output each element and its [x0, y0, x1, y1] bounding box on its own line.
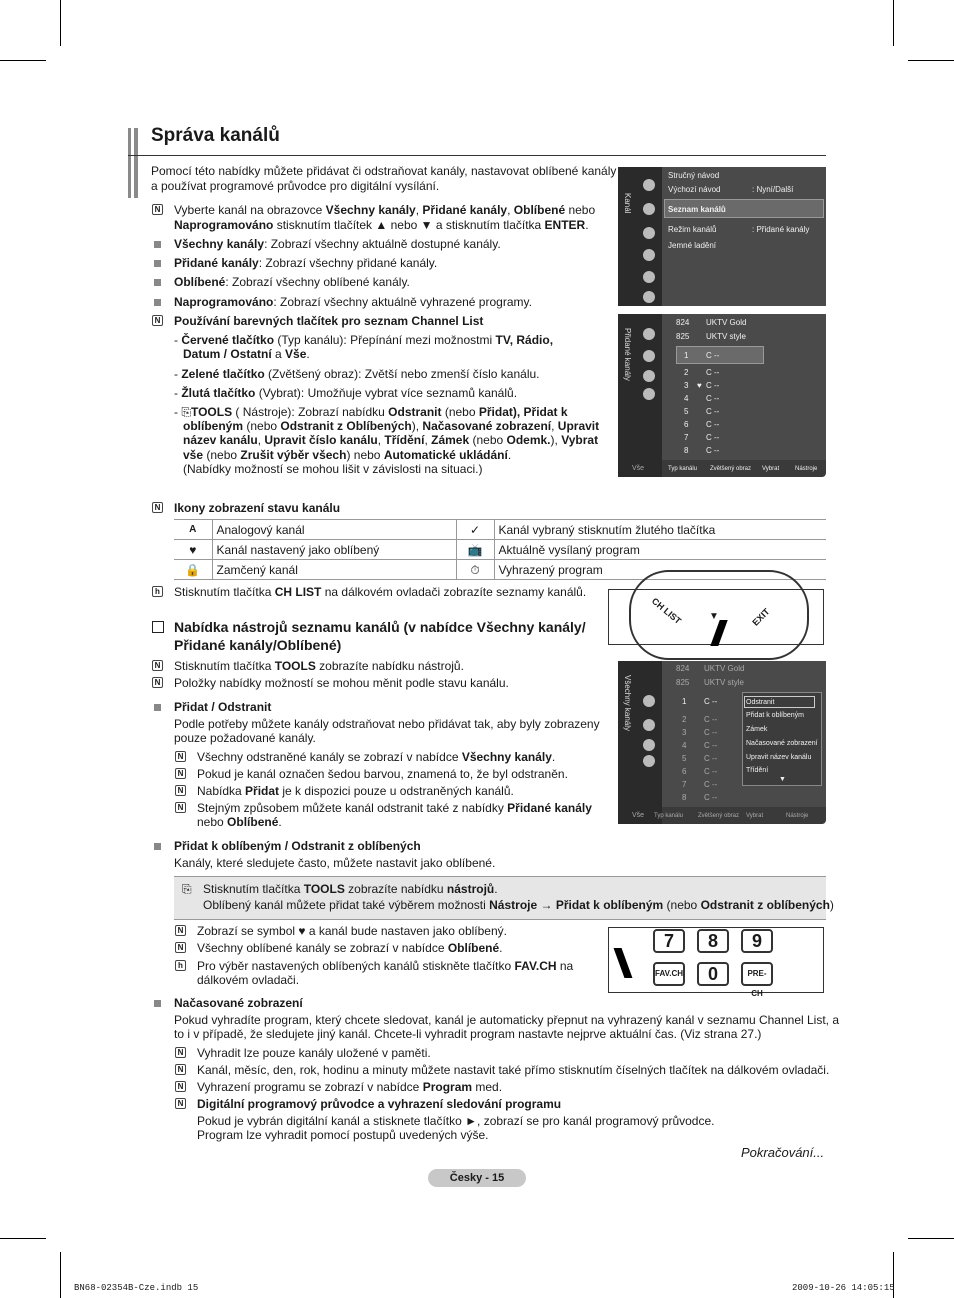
ch-num: 825 — [676, 678, 690, 687]
note-icon — [175, 942, 186, 953]
ch-name[interactable]: C -- — [704, 754, 718, 763]
ch-num: 1 — [684, 351, 689, 360]
crop-mark — [908, 1238, 954, 1239]
menu-value: : Přidané kanály — [752, 225, 810, 234]
ch-num: 3 — [682, 728, 687, 737]
note-icon — [175, 785, 186, 796]
ch-name[interactable]: C -- — [706, 420, 720, 429]
crop-mark — [60, 0, 61, 46]
ch-name[interactable]: C -- — [706, 394, 720, 403]
ch-num: 3 — [684, 381, 689, 390]
fav-title: Přidat k oblíbeným / Odstranit z oblíbených — [174, 839, 421, 853]
ch-num: 1 — [682, 697, 687, 706]
ch-num: 5 — [684, 407, 689, 416]
tv-screen-channel-menu — [618, 167, 826, 306]
timer-title: Načasované zobrazení — [174, 996, 303, 1010]
timer-text-1: Pokud vyhradíte program, který chcete sledovat, kanál je automaticky přepnut na vyhrazený kanál v seznamu Channel List, a — [174, 1013, 840, 1027]
ch-name[interactable]: C -- — [706, 446, 720, 455]
dash-red: - Červené tlačítko (Typ kanálu): Přepínání mezi možnostmi TV, Rádio, — [174, 333, 554, 347]
timer-note-3: Vyhrazení programu se zobrazí v nabídce Program med. — [197, 1080, 503, 1094]
bullet-icon — [154, 260, 161, 267]
add-remove-text-1: Podle potřeby můžete kanály odstraňovat nebo přidávat tak, aby byly zobrazeny — [174, 717, 600, 731]
timer-text-2: to i v případě, že sledujete jiný kanál. Chcete-li vyhradit program nastavte nejprve aktuální čas. (Viz strana 27.) — [174, 1027, 762, 1041]
bullet-icon — [154, 843, 161, 850]
ch-name[interactable]: UKTV Gold — [704, 664, 745, 673]
menu-item[interactable]: Stručný návod — [668, 171, 720, 180]
ch-name[interactable]: C -- — [706, 433, 720, 442]
ch-name[interactable]: C -- — [706, 368, 720, 377]
dash-tools-3: název kanálu, Upravit číslo kanálu, Třídění, Zámek (nebo Odemk.), Vybrat — [183, 433, 599, 447]
tools-box-text-2: Oblíbený kanál můžete přidat také výběrem možnosti Nástroje → Přidat k oblíbeným (nebo Odstranit z oblíbených) — [203, 898, 834, 912]
ch-num: 4 — [684, 394, 689, 403]
ch-num: 5 — [682, 754, 687, 763]
ch-name[interactable]: C -- — [704, 697, 718, 706]
footer-label: Vše — [632, 812, 645, 819]
timer-note-4a: Pokud je vybrán digitální kanál a stisknete tlačítko ►, zobrazí se pro kanál programový průvodce. — [197, 1114, 715, 1128]
channel-icon — [643, 203, 655, 215]
remote-chlist-illustration — [608, 589, 824, 645]
crop-mark — [60, 1252, 61, 1298]
bullet-icon — [154, 1000, 161, 1007]
ch-num: 7 — [684, 433, 689, 442]
arrow-down-icon: ▼ — [779, 776, 786, 783]
tools-icon: ⎘ — [181, 405, 191, 419]
intro-1: Pomocí této nabídky můžete přidávat či odstraňovat kanály, nastavovat oblíbené kanály — [151, 164, 617, 178]
footer-label: Vybrat — [762, 466, 780, 472]
ch-name[interactable]: C -- — [706, 407, 720, 416]
key-7[interactable]: 7 — [653, 929, 685, 953]
continued-label: Pokračování... — [741, 1145, 825, 1160]
note-icon — [175, 1047, 186, 1058]
bullet-icon — [154, 241, 161, 248]
timer-note-4: Digitální programový průvodce a vyhrazení sledování programu — [197, 1097, 562, 1111]
section-checkbox-icon — [152, 621, 164, 633]
setup-icon — [643, 227, 655, 239]
chlist-button[interactable]: CH LIST — [649, 595, 684, 627]
prech-button[interactable]: PRE-CH — [741, 962, 773, 986]
bullet-icon — [154, 279, 161, 286]
support-icon — [643, 291, 655, 303]
fav-note-3b: dálkovém ovladači. — [197, 973, 300, 987]
screen-sidebar — [618, 167, 662, 306]
heart-icon: ♥ — [174, 540, 212, 560]
analog-icon: A — [174, 520, 212, 540]
note-select-channel: Vyberte kanál na obrazovce Všechny kanály, Přidané kanály, Oblíbené nebo — [174, 203, 596, 217]
ch-num: 824 — [676, 664, 690, 673]
ch-num: 6 — [682, 767, 687, 776]
popup-item[interactable]: Upravit název kanálu — [746, 754, 812, 761]
ch-name[interactable]: C -- — [704, 780, 718, 789]
ch-num: 8 — [684, 446, 689, 455]
fav-note-2: Všechny oblíbené kanály se zobrazí v nabídce Oblíbené. — [197, 941, 503, 955]
ch-name[interactable]: C -- — [706, 351, 720, 360]
ch-name[interactable]: C -- — [704, 741, 718, 750]
chlist-note: Stisknutím tlačítka CH LIST na dálkovém ovladači zobrazíte seznamy kanálů. — [174, 585, 587, 599]
crop-mark — [893, 0, 894, 46]
section-title-1: Nabídka nástrojů seznamu kanálů (v nabídce Všechny kanály/ — [174, 619, 586, 635]
tools-icon: ⎘ — [182, 882, 192, 896]
menu-item[interactable]: Výchozí návod — [668, 185, 721, 194]
added-icon — [643, 719, 655, 731]
table-row — [174, 520, 826, 540]
fav-text: Kanály, které sledujete často, můžete nastavit jako oblíbené. — [174, 856, 496, 870]
page-number: Česky - 15 — [428, 1169, 526, 1187]
fav-note-3: Pro výběr nastavených oblíbených kanálů stiskněte tlačítko FAV.CH na — [197, 959, 574, 973]
footer-file: BN68-02354B-Cze.indb 15 — [74, 1283, 199, 1293]
note-icon — [175, 802, 186, 813]
screen-side-label: Všechny kanály — [623, 675, 632, 732]
dash-green: - Zelené tlačítko (Zvětšený obraz): Zvětší nebo zmenší číslo kanálu. — [174, 367, 540, 381]
ch-name[interactable]: UKTV style — [706, 332, 747, 341]
note-icon — [175, 751, 186, 762]
check-icon: ✓ — [456, 520, 494, 540]
add-remove-note-2: Pokud je kanál označen šedou barvou, znamená to, že byl odstraněn. — [197, 767, 568, 781]
exit-button[interactable]: EXIT — [750, 606, 772, 628]
popup-item[interactable]: Načasované zobrazení — [746, 740, 818, 747]
ch-num: 4 — [682, 741, 687, 750]
note-icon — [175, 1081, 186, 1092]
ch-name[interactable]: C -- — [706, 381, 720, 390]
table-cell: Zamčený kanál — [212, 560, 456, 580]
note-icon — [175, 1098, 186, 1109]
dash-tools-4: vše (nebo Zrušit výběr všech) nebo Automatické ukládání. — [183, 448, 512, 462]
footer-date: 2009-10-26 14:05:15 — [792, 1283, 895, 1293]
row-highlight — [676, 346, 764, 364]
footer-label: Zvětšený obraz — [710, 466, 752, 472]
clock-icon: ⏱ — [456, 560, 494, 580]
table-row — [174, 540, 826, 560]
ch-num: 8 — [682, 793, 687, 802]
ch-name[interactable]: C -- — [704, 715, 718, 724]
menu-item[interactable]: Jemné ladění — [668, 241, 717, 250]
crop-mark — [0, 60, 46, 61]
ch-num: 7 — [682, 780, 687, 789]
ch-num: 824 — [676, 318, 690, 327]
timer-note-2: Kanál, měsíc, den, rok, hodinu a minuty můžete nastavit také přímo stisknutím číselných tlačítek na dálkovém ovladači. — [197, 1063, 830, 1077]
table-cell: Vyhrazený program — [494, 560, 826, 580]
arrow-down-icon: ▼ — [709, 611, 719, 622]
footer-label: Vybrat — [746, 813, 764, 819]
table-cell: Kanál nastavený jako oblíbený — [212, 540, 456, 560]
note-color-buttons: Používání barevných tlačítek pro seznam Channel List — [174, 314, 484, 328]
lock-icon: 🔒 — [174, 560, 212, 580]
ch-name[interactable]: C -- — [704, 728, 718, 737]
all-icon — [643, 328, 655, 340]
timer-note-4b: Program lze vyhradit pomocí postupů uvedených výše. — [197, 1128, 489, 1142]
dash-red-2: Datum / Ostatní a Vše. — [183, 347, 310, 361]
popup-item[interactable]: Odstranit — [746, 699, 775, 706]
crop-mark — [908, 60, 954, 61]
add-remove-note-3: Nabídka Přidat je k dispozici pouze u odstraněných kanálů. — [197, 784, 514, 798]
timer-note-1: Vyhradit lze pouze kanály uložené v paměti. — [197, 1046, 431, 1060]
remote-note-icon — [152, 586, 163, 597]
table-cell: Kanál vybraný stisknutím žlutého tlačítka — [494, 520, 826, 540]
title-bar-gap — [131, 128, 134, 198]
menu-value: : Nyní/Další — [752, 185, 794, 194]
bullet-prog: Naprogramováno: Zobrazí všechny aktuálně vyhrazené programy. — [174, 295, 532, 309]
dash-yellow: - Žlutá tlačítko (Vybrat): Umožňuje vybrat více seznamů kanálů. — [174, 386, 518, 400]
note-icon — [152, 315, 163, 326]
dash-tools: - ⎘TOOLS ( Nástroje): Zobrazí nabídku Odstranit (nebo Přidat), Přidat k — [174, 405, 568, 419]
dash-tools-2: oblíbeným (nebo Odstranit z Oblíbených), Načasované zobrazení, Upravit — [183, 419, 600, 433]
dash-tools-5: (Nabídky možností se mohou lišit v závislosti na situaci.) — [183, 462, 483, 476]
tools-note: Stisknutím tlačítka TOOLS zobrazíte nabídku nástrojů. — [174, 659, 464, 673]
fav-note-1: Zobrazí se symbol ♥ a kanál bude nastaven jako oblíbený. — [197, 924, 507, 938]
screen-side-label: Přidané kanály — [623, 328, 632, 381]
key-0[interactable]: 0 — [697, 962, 729, 986]
add-remove-title: Přidat / Odstranit — [174, 700, 272, 714]
remote-favch-illustration — [608, 927, 824, 998]
favorite-icon — [643, 739, 655, 751]
ch-num: 2 — [684, 368, 689, 377]
note-icon — [152, 677, 163, 688]
remote-note-icon — [175, 960, 186, 971]
screen-side-label: Kanál — [623, 193, 632, 214]
popup-item[interactable]: Třídění — [746, 767, 769, 774]
intro-2: a používat programové průvodce pro digitální vysílání. — [151, 179, 440, 193]
favch-button[interactable]: FAV.CH — [653, 962, 685, 986]
added-icon — [643, 350, 655, 362]
ch-name[interactable]: UKTV style — [704, 678, 745, 687]
ch-name[interactable]: UKTV Gold — [706, 318, 747, 327]
note-icon — [152, 204, 163, 215]
menu-item[interactable]: Režim kanálů — [668, 225, 717, 234]
tv-screen-all-channels-tools — [618, 661, 826, 824]
footer-label: Vše — [632, 465, 645, 472]
favorite-icon — [643, 370, 655, 382]
crop-mark — [0, 1238, 46, 1239]
note-icon — [152, 660, 163, 671]
ch-name[interactable]: C -- — [704, 793, 718, 802]
bullet-icon — [154, 299, 161, 306]
input-icon — [643, 249, 655, 261]
programmed-icon — [643, 388, 655, 400]
icons-title: Ikony zobrazení stavu kanálu — [174, 501, 341, 515]
footer-label: Nástroje — [795, 466, 818, 472]
ch-name[interactable]: C -- — [704, 767, 718, 776]
add-remove-note-4: Stejným způsobem můžete kanál odstranit také z nabídky Přidané kanály — [197, 801, 592, 815]
note-icon — [175, 1064, 186, 1075]
ch-num: 6 — [684, 420, 689, 429]
app-icon — [643, 271, 655, 283]
add-remove-text-2: pouze požadované kanály. — [174, 731, 316, 745]
footer-label: Typ kanálu — [668, 466, 698, 472]
key-9[interactable]: 9 — [741, 929, 773, 953]
footer-label: Typ kanálu — [654, 813, 684, 819]
tools-box-text-1: Stisknutím tlačítka TOOLS zobrazíte nabídku nástrojů. — [203, 882, 498, 896]
bullet-icon — [154, 704, 161, 711]
bullet-all: Všechny kanály: Zobrazí všechny aktuálně dostupné kanály. — [174, 237, 501, 251]
section-title-2: Přidané kanály/Oblíbené) — [174, 637, 342, 653]
footer-label: Nástroje — [786, 813, 809, 819]
tv-icon: 📺 — [456, 540, 494, 560]
tv-screen-added-channels — [618, 314, 826, 477]
menu-item-selected[interactable]: Seznam kanálů — [668, 205, 726, 214]
picture-icon — [643, 179, 655, 191]
note-icon — [175, 768, 186, 779]
note-icon — [152, 502, 163, 513]
add-remove-note-4b: nebo Oblíbené. — [197, 815, 282, 829]
pointer-icon — [614, 948, 633, 978]
footer-label: Zvětšený obraz — [698, 813, 740, 819]
title-rule — [128, 155, 826, 156]
programmed-icon — [643, 755, 655, 767]
ch-num: 825 — [676, 332, 690, 341]
popup-item[interactable]: Zámek — [746, 726, 768, 733]
table-cell: Analogový kanál — [212, 520, 456, 540]
bullet-fav: Oblíbené: Zobrazí všechny oblíbené kanály. — [174, 275, 410, 289]
bullet-added: Přidané kanály: Zobrazí všechny přidané kanály. — [174, 256, 438, 270]
popup-item[interactable]: Přidat k oblíbeným — [746, 712, 804, 719]
page-title: Správa kanálů — [151, 125, 280, 146]
note-select-channel-2: Naprogramováno stisknutím tlačítek ▲ nebo ▼ a stisknutím tlačítka ENTER. — [174, 218, 589, 232]
key-8[interactable]: 8 — [697, 929, 729, 953]
ch-num: 2 — [682, 715, 687, 724]
note-icon — [175, 925, 186, 936]
all-icon — [643, 695, 655, 707]
heart-icon: ♥ — [697, 381, 702, 390]
options-note: Položky nabídky možností se mohou měnit podle stavu kanálu. — [174, 676, 509, 690]
add-remove-note-1: Všechny odstraněné kanály se zobrazí v nabídce Všechny kanály. — [197, 750, 556, 764]
table-cell: Aktuálně vysílaný program — [494, 540, 826, 560]
